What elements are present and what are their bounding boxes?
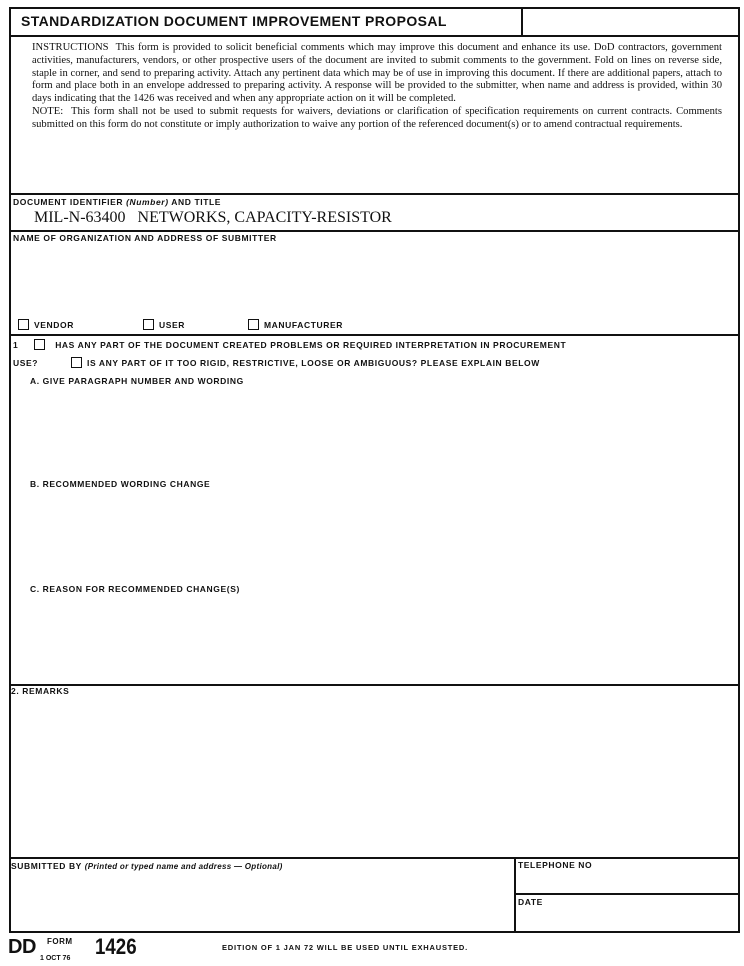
instructions-text: This form is provided to solicit beneficial comments which may improve this document and enhance its use. DoD contractors, government activities, manufacturers, vendors, or other prospective users of the document are invited to submit comments to the government. Fold on lines on reverse side, staple in corner, and send to preparing activity. Attach any pertinent data which may be of use in improving this document. If there are additional papers, attach to form and place both in an envelope addressed to preparing activity. A response will be provided to the submitter, when name and address is provided, within 30 days indicating that the 1426 was received and when any appropriate action on it will be completed.: [32, 42, 723, 105]
question1-b-field[interactable]: [12, 493, 736, 578]
remarks-label: 2. REMARKS: [11, 686, 70, 696]
footer-dd: DD: [8, 936, 36, 958]
document-identifier-label: DOCUMENT IDENTIFIER (Number) AND TITLE: [13, 197, 222, 207]
manufacturer-checkbox[interactable]: [248, 319, 259, 330]
organization-bottom-line: [9, 334, 740, 336]
instructions-bottom-line: [9, 193, 740, 195]
vendor-option[interactable]: VENDOR: [18, 319, 74, 330]
remarks-bottom-line: [9, 857, 740, 859]
telephone-bottom-line: [514, 893, 740, 895]
frame-bottom: [9, 931, 740, 933]
question1-rigid-checkbox[interactable]: [71, 357, 82, 368]
telephone-label: TELEPHONE NO: [518, 860, 593, 870]
date-field[interactable]: [518, 910, 734, 929]
vendor-checkbox[interactable]: [18, 319, 29, 330]
question1-a-field[interactable]: [12, 390, 736, 475]
user-checkbox[interactable]: [143, 319, 154, 330]
date-label: DATE: [518, 897, 543, 907]
identifier-bottom-line: [9, 230, 740, 232]
note-label: NOTE:: [32, 105, 64, 117]
footer-edition-note: EDITION OF 1 JAN 72 WILL BE USED UNTIL EXHAUSTED.: [222, 943, 469, 952]
title-divider-vertical: [521, 7, 523, 37]
remarks-field[interactable]: [12, 700, 736, 855]
instructions-label: INSTRUCTIONS: [32, 42, 109, 53]
form-title: STANDARDIZATION DOCUMENT IMPROVEMENT PROPOSAL: [21, 13, 447, 29]
organization-label: NAME OF ORGANIZATION AND ADDRESS OF SUBMITTER: [13, 233, 277, 243]
submitted-divider-vertical: [514, 857, 516, 933]
question1-a-label: A. GIVE PARAGRAPH NUMBER AND WORDING: [30, 376, 244, 386]
frame-right: [738, 7, 740, 933]
instructions-block: [32, 42, 722, 132]
document-identifier-value[interactable]: MIL-N-63400 NETWORKS, CAPACITY-RESISTOR: [34, 209, 392, 226]
frame-left: [9, 7, 11, 933]
question1-c-field[interactable]: [12, 598, 736, 682]
question1-line2: USE? IS ANY PART OF IT TOO RIGID, RESTRICTIVE, LOOSE OR AMBIGUOUS? PLEASE EXPLAIN BELOW: [13, 358, 540, 368]
submitted-by-field[interactable]: [12, 875, 510, 929]
question1-line1: 1 HAS ANY PART OF THE DOCUMENT CREATED PROBLEMS OR REQUIRED INTERPRETATION IN PROCUREMENT: [13, 340, 567, 350]
question1-bottom-line: [9, 684, 740, 686]
question1-problems-checkbox[interactable]: [34, 339, 45, 350]
question1-c-label: C. REASON FOR RECOMMENDED CHANGE(S): [30, 584, 240, 594]
footer-form-date: 1 OCT 76: [40, 955, 71, 962]
frame-top: [9, 7, 740, 9]
user-option[interactable]: USER: [143, 319, 185, 330]
note-text: This form shall not be used to submit requests for waivers, deviations or clarification of specification requirements on current contracts. Comments submitted on this form do not constitute or imply authorization to waive any portion of the referenced document(s) or to amend contractual requirements.: [32, 105, 722, 130]
submitted-by-label: SUBMITTED BY (Printed or typed name and address — Optional): [11, 861, 283, 871]
title-divider-horizontal: [9, 35, 740, 37]
telephone-field[interactable]: [518, 873, 734, 891]
manufacturer-option[interactable]: MANUFACTURER: [248, 319, 343, 330]
footer-form-word: FORM: [47, 937, 73, 946]
question1-b-label: B. RECOMMENDED WORDING CHANGE: [30, 479, 211, 489]
footer-form-number: 1426: [95, 934, 137, 959]
